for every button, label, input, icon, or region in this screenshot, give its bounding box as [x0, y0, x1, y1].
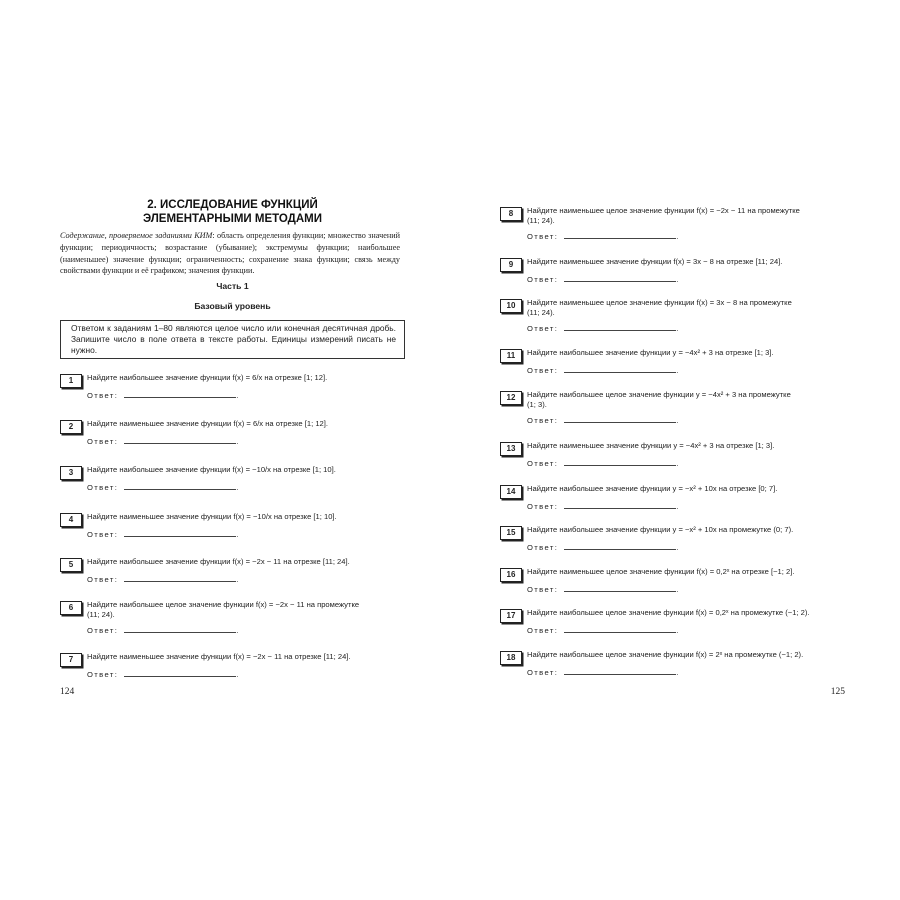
answer-input-line[interactable] — [124, 483, 236, 490]
task-text-line1: Найдите наибольшее значение функции y = −x² + 10x на промежутке (0; 7). — [527, 525, 794, 534]
task-text — [527, 441, 845, 451]
task-17 — [500, 608, 845, 648]
answer-input-line[interactable] — [564, 366, 676, 373]
task-text-line1: Найдите наибольшее целое значение функции f(x) = 0,2ˣ на промежутке (−1; 2). — [527, 608, 810, 617]
task-text-line1: Найдите наибольшее целое значение функции f(x) = 2ˣ на промежутке (−1; 2). — [527, 650, 804, 659]
answer-period: . — [236, 437, 240, 446]
task-5 — [60, 557, 405, 597]
level-title: Базовый уровень — [194, 301, 271, 311]
task-text — [87, 512, 405, 522]
section-title-line1: 2. ИССЛЕДОВАНИЕ ФУНКЦИЙ — [147, 199, 318, 211]
answer-row — [527, 502, 680, 511]
answer-label: Ответ: — [527, 668, 559, 677]
answer-label: Ответ: — [527, 585, 559, 594]
task-number-badge: 3 — [60, 466, 82, 480]
answer-row — [527, 585, 680, 594]
task-13 — [500, 441, 845, 481]
answer-label: Ответ: — [87, 483, 119, 492]
answer-input-line[interactable] — [564, 502, 676, 509]
task-number-badge: 7 — [60, 653, 82, 667]
task-text — [527, 525, 845, 535]
answer-input-line[interactable] — [564, 416, 676, 423]
answer-period: . — [676, 232, 680, 241]
answer-input-line[interactable] — [564, 543, 676, 550]
task-number-badge: 4 — [60, 513, 82, 527]
task-text — [87, 652, 405, 662]
task-text-line1: Найдите наименьшее целое значение функции f(x) = 0,2ˣ на отрезке [−1; 2]. — [527, 567, 795, 576]
task-8 — [500, 206, 845, 246]
answer-row — [87, 530, 240, 539]
answer-input-line[interactable] — [564, 459, 676, 466]
answer-row — [527, 668, 680, 677]
task-3 — [60, 465, 405, 505]
answer-input-line[interactable] — [564, 324, 676, 331]
task-text-line2: (11; 24). — [527, 216, 555, 225]
answer-period: . — [676, 502, 680, 511]
task-text-line1: Найдите наименьшее значение функции f(x) = −2x − 11 на отрезке [11; 24]. — [87, 652, 351, 661]
task-text — [527, 206, 845, 226]
answer-row — [87, 575, 240, 584]
answer-label: Ответ: — [527, 626, 559, 635]
task-text-line1: Найдите наименьшее значение функции f(x) = 3x − 8 на отрезке [11; 24]. — [527, 257, 783, 266]
task-text-line1: Найдите наибольшее значение функции f(x) = −2x − 11 на отрезке [11; 24]. — [87, 557, 350, 566]
answer-row — [527, 416, 680, 425]
task-9 — [500, 257, 845, 297]
instruction-box: Ответом к заданиям 1–80 являются целое число или конечная десятичная дробь. Запишите число в поле ответа в тексте работы. Единицы измерений писать не нужно. — [60, 320, 405, 359]
answer-row — [87, 626, 240, 635]
answer-period: . — [676, 668, 680, 677]
task-text-line1: Найдите наибольшее целое значение функции y = −4x² + 3 на промежутке — [527, 390, 791, 399]
answer-row — [87, 483, 240, 492]
answer-row — [87, 670, 240, 679]
task-number-badge: 1 — [60, 374, 82, 388]
task-1 — [60, 373, 405, 413]
task-text — [87, 600, 405, 620]
answer-input-line[interactable] — [564, 585, 676, 592]
task-4 — [60, 512, 405, 552]
task-text — [527, 484, 845, 494]
task-12 — [500, 390, 845, 430]
task-text-line1: Найдите наименьшее значение функции f(x) = 6/x на отрезке [1; 12]. — [87, 419, 328, 428]
answer-input-line[interactable] — [124, 575, 236, 582]
left-page — [60, 0, 405, 900]
answer-period: . — [676, 366, 680, 375]
answer-row — [527, 232, 680, 241]
answer-period: . — [676, 585, 680, 594]
answer-input-line[interactable] — [564, 232, 676, 239]
task-text-line1: Найдите наибольшее значение функции y = −x² + 10x на отрезке [0; 7]. — [527, 484, 778, 493]
answer-period: . — [236, 670, 240, 679]
task-number-badge: 2 — [60, 420, 82, 434]
answer-period: . — [676, 324, 680, 333]
part-title: Часть 1 — [216, 281, 249, 291]
task-number-badge: 16 — [500, 568, 522, 582]
task-text-line1: Найдите наименьшее значение функции y = −4x² + 3 на отрезке [1; 3]. — [527, 441, 775, 450]
task-text-line2: (11; 24). — [87, 610, 115, 619]
task-text-line1: Найдите наибольшее целое значение функции f(x) = −2x − 11 на промежутке — [87, 600, 360, 609]
task-text-line1: Найдите наименьшее значение функции f(x) = −10/x на отрезке [1; 10]. — [87, 512, 337, 521]
task-number-badge: 9 — [500, 258, 522, 272]
answer-period: . — [236, 530, 240, 539]
task-text-line2: (1; 3). — [527, 400, 547, 409]
task-number-badge: 10 — [500, 299, 522, 313]
task-number-badge: 11 — [500, 349, 522, 363]
answer-row — [527, 626, 680, 635]
answer-label: Ответ: — [527, 275, 559, 284]
task-16 — [500, 567, 845, 607]
task-text-line1: Найдите наименьшее целое значение функции f(x) = −2x − 11 на промежутке — [527, 206, 800, 215]
task-10 — [500, 298, 845, 338]
task-number-badge: 18 — [500, 651, 522, 665]
answer-label: Ответ: — [527, 543, 559, 552]
content-label: Содержание, проверяемое заданиями КИМ — [60, 231, 213, 240]
answer-input-line[interactable] — [564, 275, 676, 282]
task-14 — [500, 484, 845, 524]
task-number-badge: 17 — [500, 609, 522, 623]
answer-label: Ответ: — [87, 575, 119, 584]
answer-label: Ответ: — [527, 416, 559, 425]
task-number-badge: 13 — [500, 442, 522, 456]
task-number-badge: 6 — [60, 601, 82, 615]
section-title-line2: ЭЛЕМЕНТАРНЫМИ МЕТОДАМИ — [142, 213, 323, 225]
task-text-line2: (11; 24). — [527, 308, 555, 317]
answer-period: . — [676, 626, 680, 635]
answer-row — [527, 324, 680, 333]
task-text — [527, 650, 845, 660]
task-text — [87, 373, 405, 383]
answer-label: Ответ: — [527, 366, 559, 375]
answer-input-line[interactable] — [124, 670, 236, 677]
answer-label: Ответ: — [87, 437, 119, 446]
answer-label: Ответ: — [87, 530, 119, 539]
task-text-line1: Найдите наименьшее целое значение функции f(x) = 3x − 8 на промежутке — [527, 298, 792, 307]
content-description — [60, 230, 400, 277]
task-6 — [60, 600, 405, 640]
section-title — [60, 198, 405, 226]
answer-label: Ответ: — [527, 324, 559, 333]
task-text — [87, 419, 405, 429]
answer-period: . — [676, 543, 680, 552]
task-text — [87, 465, 405, 475]
answer-period: . — [676, 459, 680, 468]
task-7 — [60, 652, 405, 692]
task-18 — [500, 650, 845, 690]
answer-period: . — [236, 575, 240, 584]
task-text-line1: Найдите наибольшее значение функции y = −4x² + 3 на отрезке [1; 3]. — [527, 348, 774, 357]
task-number-badge: 12 — [500, 391, 522, 405]
content-text: : область определения функции; множество значений функции; периодичность; возрастание (убывание); экстремумы функции; наибольшее (наименьшее) значение функции; ограниченность; сохранение знака функции; связь между свойствами функции и её графиком; значения функции. — [60, 231, 400, 276]
answer-input-line[interactable] — [124, 437, 236, 444]
task-number-badge: 5 — [60, 558, 82, 572]
answer-row — [527, 275, 680, 284]
answer-label: Ответ: — [527, 459, 559, 468]
task-text — [527, 608, 845, 618]
answer-row — [527, 543, 680, 552]
answer-row — [527, 459, 680, 468]
task-text — [527, 348, 845, 358]
answer-row — [87, 437, 240, 446]
task-text — [527, 298, 845, 318]
answer-label: Ответ: — [87, 626, 119, 635]
right-page — [500, 0, 845, 900]
task-number-badge: 14 — [500, 485, 522, 499]
task-text-line1: Найдите наибольшее значение функции f(x) = 6/x на отрезке [1; 12]. — [87, 373, 328, 382]
page-number-left: 124 — [60, 687, 75, 697]
task-text — [87, 557, 405, 567]
task-text — [527, 567, 845, 577]
task-text-line1: Найдите наибольшее значение функции f(x) = −10/x на отрезке [1; 10]. — [87, 465, 336, 474]
task-2 — [60, 419, 405, 459]
answer-input-line[interactable] — [124, 391, 236, 398]
answer-input-line[interactable] — [124, 530, 236, 537]
task-number-badge: 8 — [500, 207, 522, 221]
answer-period: . — [676, 416, 680, 425]
answer-period: . — [236, 391, 240, 400]
answer-input-line[interactable] — [124, 626, 236, 633]
answer-label: Ответ: — [87, 670, 119, 679]
answer-period: . — [676, 275, 680, 284]
answer-row — [527, 366, 680, 375]
task-text — [527, 257, 845, 267]
task-11 — [500, 348, 845, 388]
answer-period: . — [236, 626, 240, 635]
answer-label: Ответ: — [527, 502, 559, 511]
answer-label: Ответ: — [87, 391, 119, 400]
answer-period: . — [236, 483, 240, 492]
answer-input-line[interactable] — [564, 668, 676, 675]
task-15 — [500, 525, 845, 565]
answer-input-line[interactable] — [564, 626, 676, 633]
task-number-badge: 15 — [500, 526, 522, 540]
task-text — [527, 390, 845, 410]
page-number-right: 125 — [830, 687, 845, 697]
answer-row — [87, 391, 240, 400]
answer-label: Ответ: — [527, 232, 559, 241]
